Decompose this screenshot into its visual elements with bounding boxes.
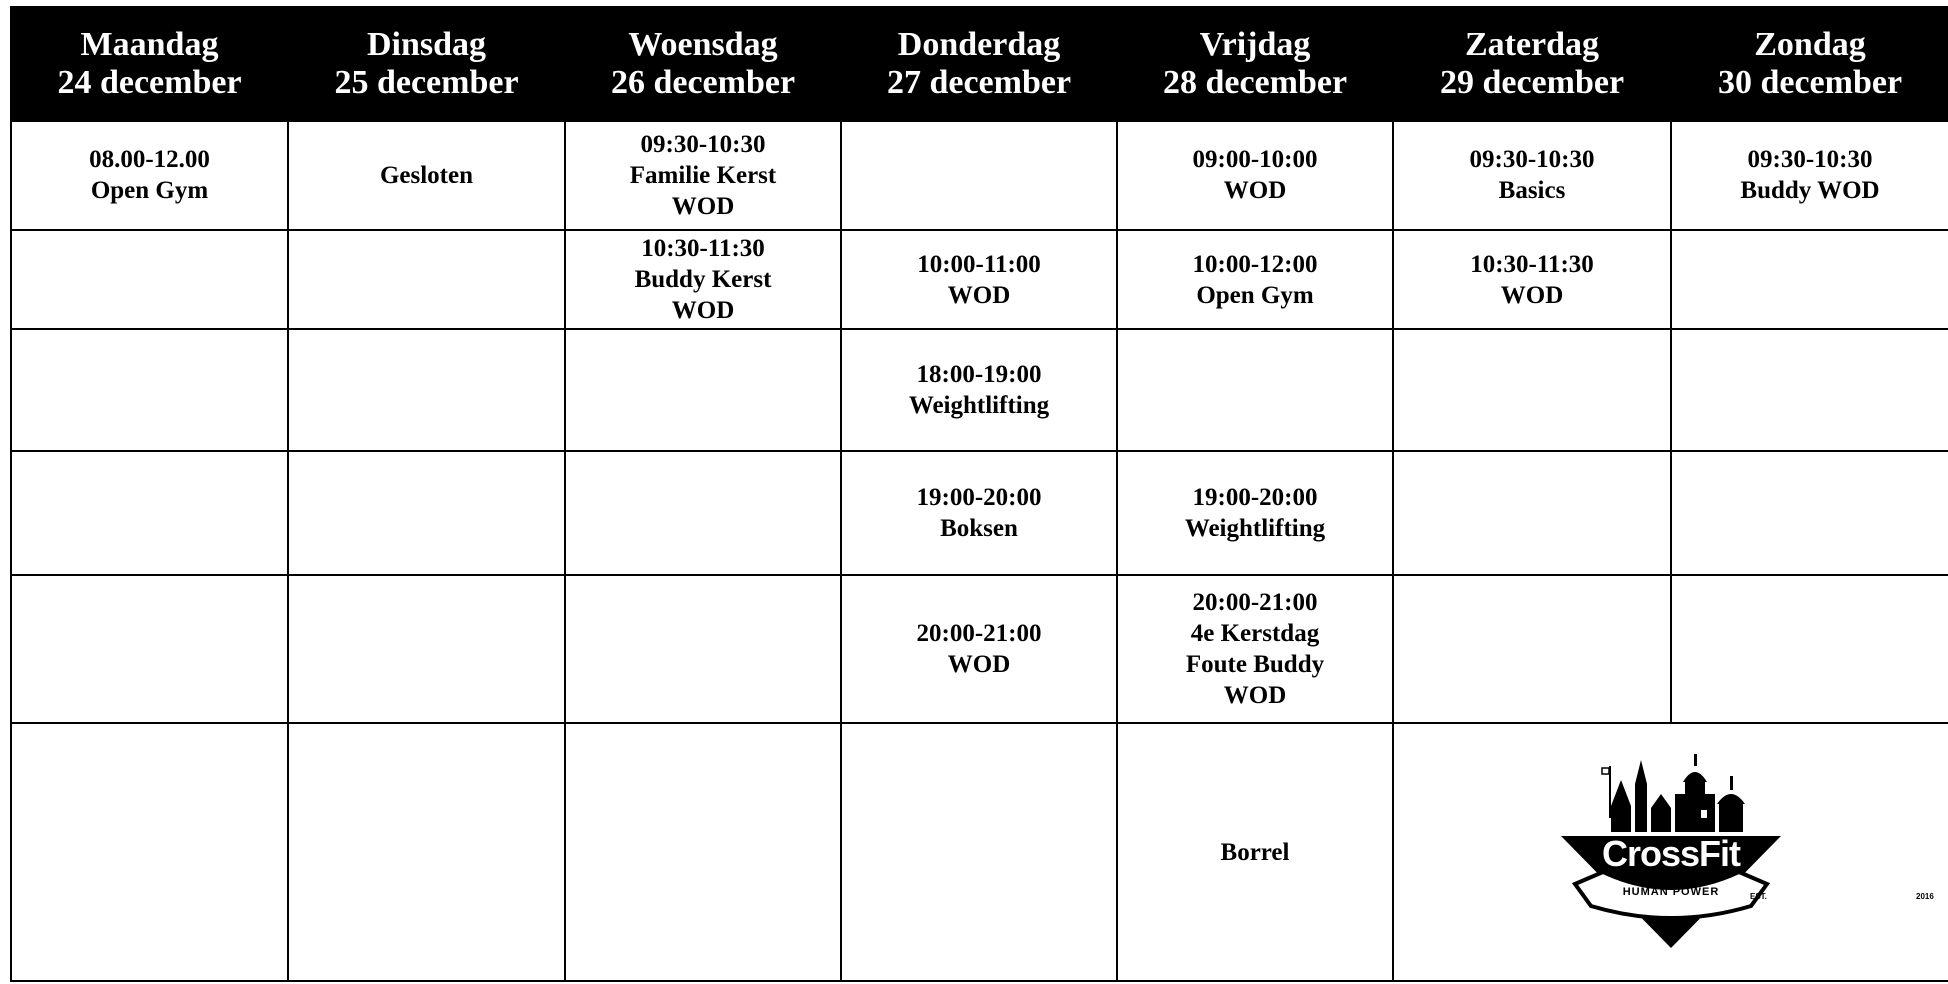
schedule-cell: 10:00-12:00 Open Gym: [1117, 230, 1393, 330]
table-row: [11, 451, 1948, 575]
schedule-cell: [1671, 329, 1948, 451]
schedule-cell: [1393, 451, 1671, 575]
day-header: Maandag 24 december: [11, 7, 288, 121]
logo-est: EST.: [1750, 892, 1767, 902]
schedule-cell: [565, 329, 841, 451]
schedule-cell: [565, 451, 841, 575]
schedule-cell: 09:00-10:00 WOD: [1117, 121, 1393, 230]
schedule-cell: 19:00-20:00 Boksen: [841, 451, 1117, 575]
table-row: [11, 723, 1948, 981]
christmas-schedule-table: [10, 6, 1948, 982]
schedule-cell: [841, 723, 1117, 981]
schedule-cell: 20:00-21:00 WOD: [841, 575, 1117, 724]
schedule-cell: [288, 575, 565, 724]
schedule-cell: [1671, 575, 1948, 724]
schedule-cell: [1393, 575, 1671, 724]
schedule-cell: [288, 451, 565, 575]
schedule-cell: 10:30-11:30 WOD: [1393, 230, 1671, 330]
schedule-cell: [11, 723, 288, 981]
logo-tagline: HUMAN POWER: [1622, 886, 1720, 899]
schedule-cell: 18:00-19:00 Weightlifting: [841, 329, 1117, 451]
table-row: [11, 329, 1948, 451]
schedule-cell: [11, 329, 288, 451]
schedule-cell: 09:30-10:30 Familie Kerst WOD: [565, 121, 841, 230]
schedule-cell: Borrel: [1117, 723, 1393, 981]
schedule-cell: Gesloten: [288, 121, 565, 230]
schedule-cell: [288, 329, 565, 451]
schedule-cell: [841, 121, 1117, 230]
schedule-cell: 08.00-12.00 Open Gym: [11, 121, 288, 230]
table-row: [11, 121, 1948, 230]
day-header: Woensdag 26 december: [565, 7, 841, 121]
logo-cell: [1393, 723, 1948, 981]
day-header: Zondag 30 december: [1671, 7, 1948, 121]
schedule-cell: 19:00-20:00 Weightlifting: [1117, 451, 1393, 575]
day-header: Donderdag 27 december: [841, 7, 1117, 121]
day-header: Zaterdag 29 december: [1393, 7, 1671, 121]
day-header: Dinsdag 25 december: [288, 7, 565, 121]
schedule-cell: 10:00-11:00 WOD: [841, 230, 1117, 330]
schedule-cell: [1393, 329, 1671, 451]
schedule-cell: [11, 575, 288, 724]
schedule-cell: 20:00-21:00 4e Kerstdag Foute Buddy WOD: [1117, 575, 1393, 724]
header-row: [11, 7, 1948, 121]
schedule-cell: 09:30-10:30 Buddy WOD: [1671, 121, 1948, 230]
schedule-cell: 09:30-10:30 Basics: [1393, 121, 1671, 230]
table-row: [11, 575, 1948, 724]
logo-year: 2016: [1916, 892, 1934, 902]
schedule-cell: [1671, 230, 1948, 330]
schedule-cell: [288, 230, 565, 330]
schedule-cell: [1117, 329, 1393, 451]
schedule-cell: [288, 723, 565, 981]
schedule-cell: [1671, 451, 1948, 575]
schedule-cell: [565, 575, 841, 724]
schedule-cell: [565, 723, 841, 981]
schedule-cell: [11, 451, 288, 575]
day-header: Vrijdag 28 december: [1117, 7, 1393, 121]
logo-name: CrossFit: [1601, 833, 1741, 875]
table-row: [11, 230, 1948, 330]
schedule-cell: [11, 230, 288, 330]
schedule-cell: 10:30-11:30 Buddy Kerst WOD: [565, 230, 841, 330]
